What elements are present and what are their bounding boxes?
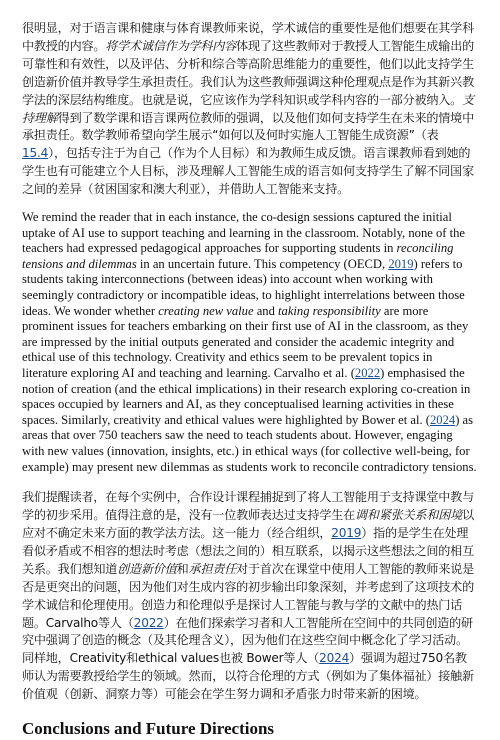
text-span: 对于首次在课堂中使用人工智能的教师来说是否是更突出的问题，因为他们对生成内容的初步输出印象深刻，并考虑到了这项技术的学术诚信和伦理使用。创造力和伦理似乎是探讨人工智能与教与学的文献中的热门话题。Carvalho等人（: [22, 561, 475, 630]
text-span: ），包括专注于为自己（作为个人目标）和为教师生成反馈。语言课教师看到她的学生也有可能建立个人目标，涉及理解人工智能生成的语言如何支持学生了解不同国家之间的差异（贫困国家和澳大利亚），并借助人工智能来支持。: [22, 146, 474, 197]
text-span: 和: [176, 561, 189, 576]
emphasis-creating-new-value-zh: 创造新价值: [117, 561, 177, 576]
text-span: 体现了这些教师对于教授人工智能生成输出的可靠性和有效性，以及评估、分析和综合等高阶思维能力的重要性，他们以此支持学生创造新价值并教导学生承担责任。我们认为这些教师强调这种伦理观点是作为其新兴教学法的深层结构维度。也就是说，它应该作为学科知识或学科内容的一部分被纳入。: [22, 38, 474, 107]
text-span: ) refers to students taking interconnections (between ideas) into account when working with seemingly contradictory or incompatible ideas, to highlight interrelations between those ideas. We wonder whether: [22, 256, 465, 318]
citation-link-oecd-2019[interactable]: 2019: [388, 256, 414, 271]
english-paragraph: [22, 210, 478, 475]
citation-link-bower-2024[interactable]: 2024: [430, 412, 456, 427]
text-span: ）在他们探索学习者和人工智能所在空间中的共同创造的研究中强调了创造的概念（及其伦理含义），因为他们在这些空间中概念化了学习活动。同样地，Creativity和ethical values也被 Bower等人（: [22, 615, 473, 666]
text-span: 以应对不确定未来方面的教学法方法。这一能力（经合组织，: [22, 508, 474, 540]
citation-link-oecd-2019-zh[interactable]: 2019: [331, 525, 362, 540]
emphasis-taking-responsibility: taking responsibility: [278, 303, 381, 318]
chinese-paragraph-1: [22, 20, 478, 199]
emphasis-taking-responsibility-zh: 承担责任: [188, 561, 237, 576]
emphasis-reconciling-tensions: reconciling tensions and dilemmas: [22, 241, 454, 271]
emphasis-academic-integrity: 将学术诚信作为学科内容: [105, 38, 237, 53]
citation-link-carvalho-2022[interactable]: 2022: [354, 366, 381, 380]
citation-link-bower-2024-zh[interactable]: 2024: [319, 651, 350, 666]
emphasis-reconciling-tensions-zh: 调和紧张关系和困境: [355, 508, 463, 523]
emphasis-support-understanding: 支持理解: [22, 92, 474, 125]
text-span: We remind the reader that in each instance, the co-design sessions captured the initial uptake of AI use to support teaching and learning in the classroom. Notably, none of the teachers had expressed pedagogical approaches for supporting students in: [22, 210, 466, 256]
text-span: 很明显，对于语言课和健康与体育课教师来说，学术诚信的重要性是他们想要在其学科中教授的内容。: [22, 21, 474, 53]
text-span: are more prominent issues for teachers embarking on their first use of AI in the classroom, as they are impressed by the initial outputs generated and consider the academic integrity and ethical use of this technology. Creativity and ethics seem to be prevalent topics in literature exploring AI and teaching and learning. Carvalho et al. (: [22, 303, 469, 380]
text-span: in an uncertain future. This competency (OECD,: [136, 256, 389, 271]
text-span: ）强调为超过750名教师认为需要教授给学生的领域。然而，以符合伦理的方式（例如为了集体福祉）接触新价值观（创新、洞察力等）可能会在学生努力调和矛盾张力时带来新的困境。: [22, 651, 474, 702]
text-span: 我们提醒读者，在每个实例中，合作设计课程捕捉到了将人工智能用于支持课堂中教与学的初步采用。值得注意的是，没有一位教师表达过支持学生在: [22, 490, 474, 523]
text-span: and: [253, 303, 279, 318]
text-span: ) as areas that over 750 teachers saw the need to teach students about. However, engaging with new values (innovation, insights, etc.) in ethical ways (for collective well-being, for example) may present new dilemmas as students work to reconcile contradictory tensions.: [22, 412, 477, 474]
text-span: ）指的是学生在处理看似矛盾或不相容的想法时考虑（想法之间的）相互联系，以揭示这些想法之间的相互关系。我们想知道: [22, 525, 474, 576]
section-heading: Conclusions and Future Directions: [22, 719, 275, 739]
citation-link-carvalho-2022-zh[interactable]: 2022: [133, 615, 164, 630]
emphasis-creating-new-value: creating new value: [158, 303, 254, 318]
text-span: ) emphasised the notion of creation (and the ethical implications) in their research exploring co-creation in spaces occupied by learners and AI, as they conceptualised learning activities in these spaces. Similarly, creativity and ethical values were highlighted by Bower et al. (: [22, 366, 471, 427]
chinese-paragraph-2: [22, 489, 478, 704]
table-ref-link[interactable]: 15.4: [22, 146, 49, 161]
text-span: 得到了数学课和语言课两位教师的强调，以及他们如何支持学生在未来的情境中承担责任。数学教师希望向学生展示“如何以及何时实施人工智能生成资源”（表: [22, 110, 474, 143]
